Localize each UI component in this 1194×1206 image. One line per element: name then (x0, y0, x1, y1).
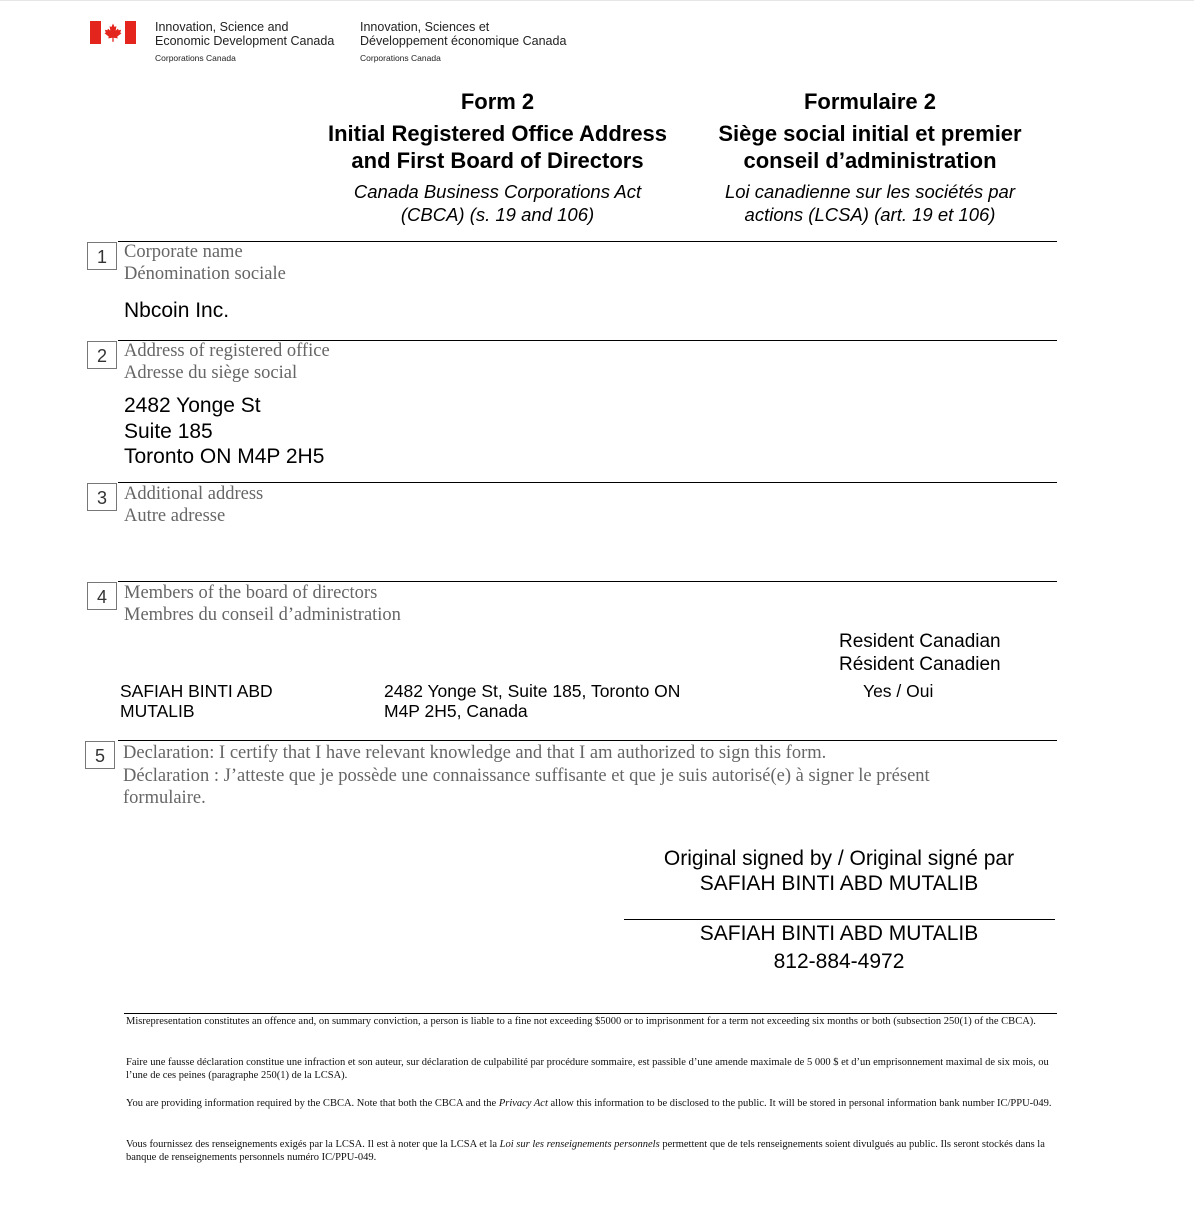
declaration-text (123, 742, 1023, 810)
department-name-french (360, 20, 566, 65)
footer-p4-end: permettent que de tels renseignements soient divulgués au public. Ils seront stockés dans la banque de renseignements personnels numéro IC/PPU-049. (126, 1139, 1045, 1163)
director-name (120, 681, 273, 721)
directors-label-fr: Membres du conseil d’administration (124, 605, 401, 625)
director-address-line1: 2482 Yonge St, Suite 185, Toronto ON (384, 681, 681, 701)
title-french (690, 88, 1050, 226)
footer-rule (124, 1013, 1057, 1014)
dept-en-subtitle: Corporations Canada (155, 53, 236, 63)
form-name-en-line1: Initial Registered Office Address (327, 121, 668, 146)
signature-block (619, 846, 1059, 896)
act-fr-line2: actions (LCSA) (art. 19 et 106) (744, 204, 996, 225)
dept-fr-line1: Innovation, Sciences et (360, 20, 490, 34)
resident-canadian-header (839, 630, 1001, 676)
declaration-fr-line2: formulaire. (123, 788, 206, 808)
form-name-en-line2: and First Board of Directors (351, 148, 644, 173)
footer-p3-end: allow this information to be disclosed to the public. It will be stored in personal information bank number IC/PPU-049. (547, 1098, 1052, 1109)
footer-paragraph-4 (126, 1138, 1056, 1164)
form-name-fr-line2: conseil d’administration (743, 148, 997, 173)
declaration-fr-line1: Déclaration : J’atteste que je possède une connaissance suffisante et que je suis autorisé(e) à signer le présent (123, 765, 930, 786)
title-english (300, 88, 695, 226)
department-name-english (155, 20, 334, 65)
footer-p3-privacy-act: Privacy Act (498, 1098, 548, 1109)
page-top-border (0, 0, 1194, 1)
form-number-en: Form 2 (460, 89, 535, 114)
resident-header-fr: Résident Canadien (839, 654, 1001, 675)
address-line-3: Toronto ON M4P 2H5 (124, 445, 325, 468)
address-line-2: Suite 185 (124, 419, 213, 443)
signed-by-label: Original signed by / Original signé par (663, 847, 1015, 870)
act-en-line2: (CBCA) (s. 19 and 106) (400, 204, 595, 225)
canada-flag-icon (90, 21, 136, 44)
address-line-1: 2482 Yonge St (124, 394, 261, 417)
dept-en-line1: Innovation, Science and (155, 20, 289, 34)
form-number-fr: Formulaire 2 (803, 89, 937, 114)
section-3-number: 3 (87, 483, 117, 511)
declaration-en: Declaration: I certify that I have relevant knowledge and that I am authorized to sign this form. (123, 743, 827, 763)
director-name-line2: MUTALIB (120, 701, 195, 721)
registered-office-label-en: Address of registered office (124, 341, 330, 361)
signer-name: SAFIAH BINTI ABD MUTALIB (699, 872, 979, 895)
director-name-line1: SAFIAH BINTI ABD (120, 681, 273, 701)
section-3-label (124, 483, 263, 527)
section-4-label (124, 582, 401, 626)
signer-phone: 812-884-4972 (773, 950, 905, 973)
footer-paragraph-1: Misrepresentation constitutes an offence and, on summary conviction, a person is liable to a fine not exceeding $5000 or to imprisonment for a term not exceeding six months or both (subsection 250(1) of the CBCA). (126, 1016, 1036, 1027)
section-4-number: 4 (87, 582, 117, 610)
form-name-fr-line1: Siège social initial et premier (718, 121, 1022, 146)
section-5-rule (118, 740, 1057, 741)
registered-office-address (124, 393, 324, 470)
director-address-line2: M4P 2H5, Canada (384, 701, 528, 721)
footer-paragraph-2: Faire une fausse déclaration constitue une infraction et son auteur, sur déclaration de culpabilité par procédure sommaire, est passible d’une amende maximale de 5 000 $ et d’un emprisonnement maximal de six mois, ou l’une de ces peines (paragraphe 250(1) de la LCSA). (126, 1057, 1049, 1081)
additional-address-label-en: Additional address (124, 484, 264, 504)
footer-paragraph-3 (126, 1097, 1056, 1110)
director-address (384, 681, 680, 721)
footer-p3-start: You are providing information required by the CBCA. Note that both the CBCA and the (126, 1098, 499, 1109)
signer-details (619, 921, 1059, 974)
section-1-number: 1 (87, 242, 117, 270)
dept-fr-subtitle: Corporations Canada (360, 53, 441, 63)
corporate-name-label-en: Corporate name (124, 242, 243, 262)
resident-header-en: Resident Canadian (839, 631, 1001, 652)
signer-printed-name: SAFIAH BINTI ABD MUTALIB (699, 922, 979, 945)
director-resident-status: Yes / Oui (863, 681, 934, 701)
act-fr-line1: Loi canadienne sur les sociétés par (724, 181, 1015, 202)
section-5-number: 5 (85, 741, 115, 769)
corporate-name-value: Nbcoin Inc. (124, 299, 230, 322)
dept-en-line2: Economic Development Canada (155, 34, 335, 48)
directors-label-en: Members of the board of directors (124, 583, 378, 603)
additional-address-label-fr: Autre adresse (124, 506, 226, 526)
corporate-name-label-fr: Dénomination sociale (124, 264, 286, 284)
section-2-label (124, 340, 330, 384)
signature-line (624, 919, 1055, 920)
dept-fr-line2: Développement économique Canada (360, 34, 567, 48)
act-en-line1: Canada Business Corporations Act (353, 181, 642, 202)
section-1-label (124, 241, 286, 285)
footer-p4-start: Vous fournissez des renseignements exigés par la LCSA. Il est à noter que la LCSA et la (126, 1139, 500, 1150)
footer-p4-privacy-law: Loi sur les renseignements personnels (499, 1139, 660, 1150)
registered-office-label-fr: Adresse du siège social (124, 363, 298, 383)
section-2-number: 2 (87, 341, 117, 369)
